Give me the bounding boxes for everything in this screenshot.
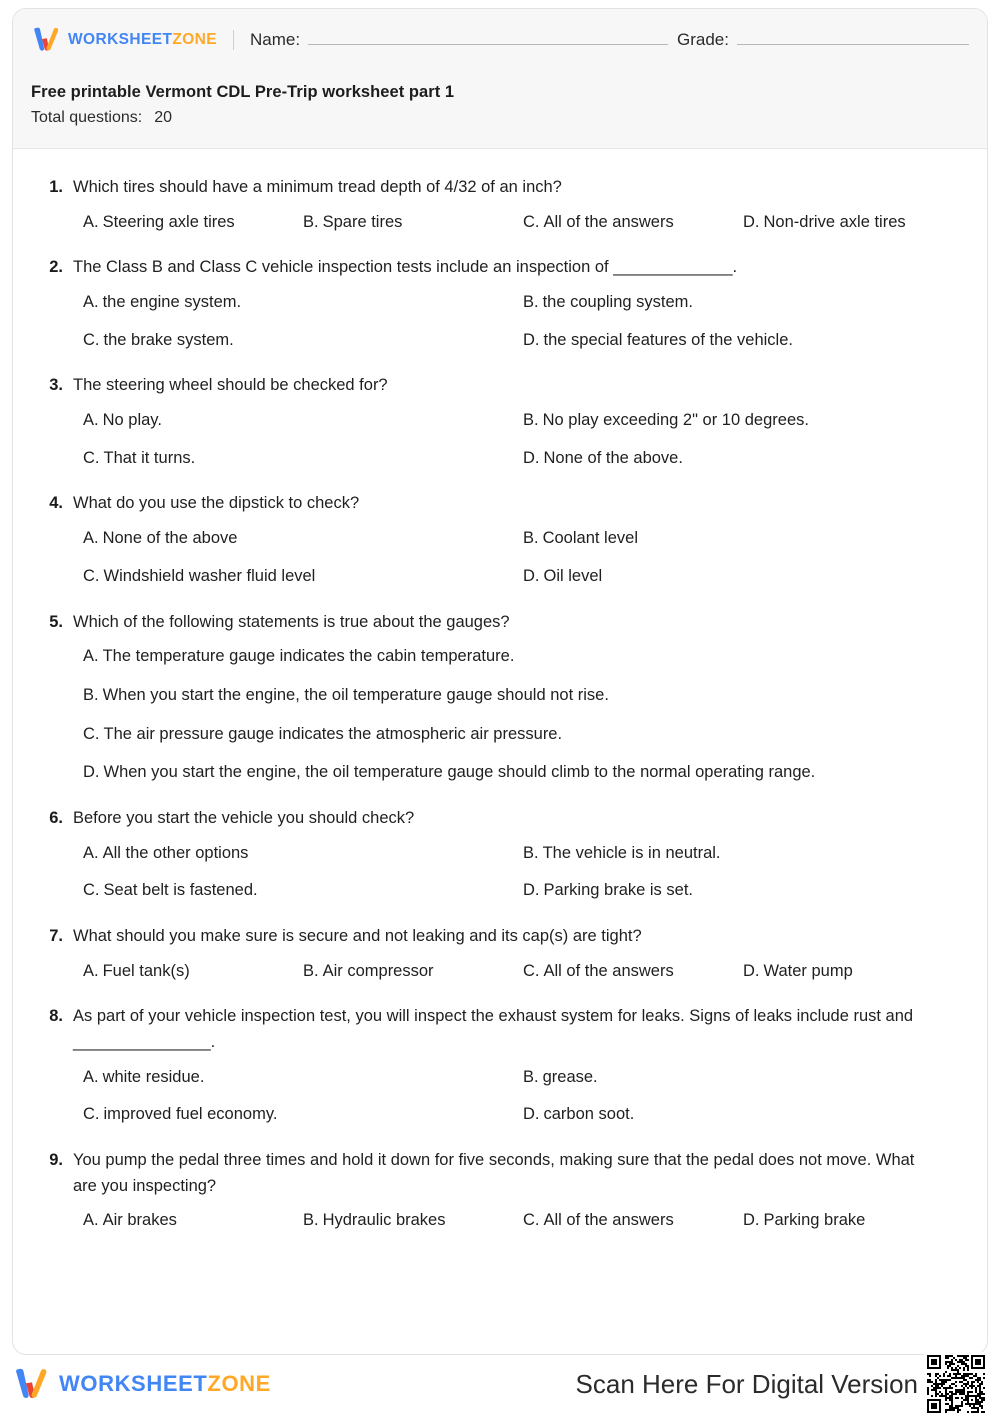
answer-option-key: C.	[83, 881, 100, 900]
question-number: 4.	[49, 494, 63, 513]
answer-option-text: All of the answers	[543, 961, 674, 980]
answer-option[interactable]	[523, 526, 965, 551]
answer-option-text: the special features of the vehicle.	[543, 330, 793, 349]
answer-option-text: the brake system.	[103, 330, 234, 349]
question-line	[35, 610, 965, 636]
answer-options	[35, 526, 965, 589]
answer-option-text: the coupling system.	[542, 292, 694, 311]
answer-option-text: No play.	[102, 410, 162, 429]
answer-option[interactable]	[743, 959, 965, 984]
answer-option-key: B.	[523, 1067, 539, 1086]
answer-option[interactable]	[743, 1208, 965, 1233]
question-item	[35, 491, 965, 588]
answer-option-key: B.	[523, 843, 539, 862]
answer-option-text: No play exceeding 2" or 10 degrees.	[542, 410, 809, 429]
answer-option[interactable]	[83, 564, 523, 589]
answer-option-text: Windshield washer fluid level	[103, 566, 316, 585]
answer-option-text: Spare tires	[322, 212, 403, 231]
answer-option[interactable]	[303, 1208, 523, 1233]
answer-option-text: Parking brake	[763, 1211, 866, 1230]
answer-option-key: C.	[523, 1211, 540, 1230]
question-item	[35, 255, 965, 352]
question-text: What should you make sure is secure and not leaking and its cap(s) are tight?	[73, 927, 642, 946]
answer-option-text: Coolant level	[542, 529, 638, 547]
question-line	[35, 255, 965, 281]
answer-option-text: All of the answers	[543, 1211, 674, 1230]
answer-option[interactable]	[83, 760, 965, 785]
answer-options	[35, 408, 965, 471]
answer-option-text: improved fuel economy.	[103, 1105, 278, 1124]
question-line	[35, 175, 965, 201]
answer-option-key: D.	[523, 881, 540, 900]
answer-option[interactable]	[83, 683, 965, 708]
answer-option-text: The air pressure gauge indicates the atmospheric air pressure.	[103, 724, 563, 743]
brand-logo	[31, 27, 217, 53]
answer-option[interactable]	[83, 644, 965, 669]
answer-option-key: B.	[303, 961, 319, 980]
footer-brand-name-part1: WORKSHEET	[59, 1371, 208, 1396]
answer-option-text: All the other options	[102, 843, 249, 862]
answer-options	[35, 644, 965, 785]
name-field[interactable]	[250, 30, 668, 50]
answer-option-text: Seat belt is fastened.	[103, 881, 258, 900]
answer-option-key: B.	[83, 685, 99, 704]
answer-option-key: D.	[523, 330, 540, 349]
answer-option[interactable]	[523, 328, 965, 353]
answer-option-key: D.	[743, 961, 760, 980]
answer-option-key: D.	[743, 212, 760, 231]
answer-option[interactable]	[523, 564, 965, 589]
answer-option-key: A.	[83, 843, 99, 862]
question-item	[35, 806, 965, 903]
answer-options	[35, 290, 965, 353]
question-line	[35, 1004, 965, 1055]
header-top-row	[31, 23, 969, 57]
answer-option[interactable]	[83, 446, 523, 471]
answer-option-text: None of the above.	[543, 448, 683, 467]
qr-code-icon[interactable]	[924, 1352, 988, 1416]
answer-option-key: B.	[523, 410, 539, 429]
answer-option-text: Parking brake is set.	[543, 881, 693, 900]
answer-option-key: C.	[83, 566, 100, 585]
answer-option[interactable]	[83, 526, 523, 551]
question-item	[35, 175, 965, 234]
answer-option-key: A.	[83, 410, 99, 429]
answer-option[interactable]	[523, 1065, 965, 1090]
question-number: 6.	[49, 809, 63, 828]
answer-option-text: Oil level	[543, 566, 603, 585]
answer-option[interactable]	[83, 210, 303, 235]
answer-option-text: grease.	[542, 1067, 598, 1086]
questions-list	[13, 149, 987, 1264]
question-text: You pump the pedal three times and hold it down for five seconds, making sure that the pedal does not move. What are you inspecting?	[73, 1151, 915, 1195]
answer-option[interactable]	[743, 210, 965, 235]
answer-option-key: C.	[523, 212, 540, 231]
question-text: The steering wheel should be checked for?	[73, 376, 388, 395]
total-questions-count: 20	[154, 109, 172, 126]
question-text: Before you start the vehicle you should check?	[73, 809, 415, 828]
scan-here-text: Scan Here For Digital Version	[575, 1369, 918, 1399]
answer-option[interactable]	[523, 878, 965, 903]
answer-option-key: B.	[523, 292, 539, 311]
total-questions	[31, 109, 969, 127]
answer-option[interactable]	[83, 408, 523, 433]
answer-option-text: The vehicle is in neutral.	[542, 843, 721, 862]
question-number: 7.	[49, 927, 63, 946]
worksheet-zone-logo-icon	[12, 1368, 50, 1401]
answer-option-text: the engine system.	[102, 292, 242, 311]
answer-option-key: D.	[523, 448, 540, 467]
question-line	[35, 491, 965, 517]
worksheet-zone-logo-icon	[31, 27, 61, 53]
answer-option-key: A.	[83, 647, 99, 666]
answer-option[interactable]	[523, 1102, 965, 1127]
answer-option[interactable]	[523, 446, 965, 471]
answer-option-key: C.	[83, 724, 100, 743]
answer-option-key: C.	[83, 448, 100, 467]
answer-option-key: B.	[303, 212, 319, 231]
question-number: 9.	[49, 1151, 63, 1170]
brand-name	[68, 31, 217, 49]
answer-option[interactable]	[523, 959, 743, 984]
question-text: Which tires should have a minimum tread depth of 4/32 of an inch?	[73, 178, 562, 196]
answer-option[interactable]	[83, 1208, 303, 1233]
question-text: As part of your vehicle inspection test, you will inspect the exhaust system for leaks. Signs of leaks include rust and _______________.	[73, 1007, 914, 1051]
answer-option[interactable]	[303, 959, 523, 984]
answer-option-key: A.	[83, 1211, 99, 1230]
answer-option-key: C.	[83, 1105, 100, 1124]
worksheet-header	[13, 9, 987, 149]
answer-option-key: B.	[523, 529, 539, 547]
answer-options	[35, 959, 965, 984]
name-field-rule[interactable]	[308, 31, 668, 45]
answer-option[interactable]	[83, 328, 523, 353]
question-number: 3.	[49, 376, 63, 395]
answer-option[interactable]	[83, 722, 965, 747]
question-text: The Class B and Class C vehicle inspection tests include an inspection of _____________.	[73, 258, 738, 277]
answer-option-key: A.	[83, 1067, 99, 1086]
answer-option-text: Air brakes	[102, 1211, 177, 1230]
footer-brand-logo	[12, 1368, 271, 1401]
answer-option[interactable]	[83, 959, 303, 984]
answer-option-key: A.	[83, 292, 99, 311]
question-item	[35, 1004, 965, 1127]
answer-option-text: When you start the engine, the oil temperature gauge should not rise.	[102, 685, 609, 704]
question-line	[35, 373, 965, 399]
answer-option-text: When you start the engine, the oil temperature gauge should climb to the normal operating range.	[103, 763, 816, 782]
question-number: 2.	[49, 258, 63, 277]
answer-option-key: A.	[83, 961, 99, 980]
answer-option[interactable]	[83, 1065, 523, 1090]
answer-option-text: Water pump	[763, 961, 853, 980]
answer-option[interactable]	[83, 1102, 523, 1127]
answer-option-key: D.	[743, 1211, 760, 1230]
footer-brand-name-part2: ZONE	[207, 1371, 271, 1396]
answer-option-key: C.	[83, 330, 100, 349]
answer-option-key: D.	[83, 763, 100, 782]
question-item	[35, 1148, 965, 1233]
answer-option[interactable]	[83, 841, 523, 866]
question-line	[35, 806, 965, 832]
page-footer	[12, 1360, 988, 1408]
footer-scan-block	[576, 1352, 988, 1416]
answer-option-text: Air compressor	[322, 961, 434, 980]
footer-brand-name	[59, 1371, 271, 1397]
answer-option-key: A.	[83, 212, 99, 231]
answer-option-text: All of the answers	[543, 212, 674, 231]
grade-field-rule[interactable]	[737, 31, 969, 45]
answer-option[interactable]	[523, 841, 965, 866]
question-text: What do you use the dipstick to check?	[73, 494, 360, 513]
answer-option-key: A.	[83, 529, 99, 547]
answer-option-text: None of the above	[102, 529, 238, 547]
answer-option-key: D.	[523, 1105, 540, 1124]
answer-option-key: B.	[303, 1211, 319, 1230]
answer-options	[35, 841, 965, 904]
answer-option-text: Hydraulic brakes	[322, 1211, 446, 1230]
answer-option-key: D.	[523, 566, 540, 585]
answer-option-key: C.	[523, 961, 540, 980]
answer-option[interactable]	[523, 1208, 743, 1233]
brand-name-part2: ZONE	[172, 31, 218, 48]
question-number: 5.	[49, 612, 63, 631]
answer-option[interactable]	[303, 210, 523, 235]
answer-option-text: That it turns.	[103, 448, 196, 467]
answer-option[interactable]	[83, 290, 523, 315]
question-line	[35, 924, 965, 950]
answer-option-text: carbon soot.	[543, 1105, 635, 1124]
answer-option-text: Fuel tank(s)	[102, 961, 190, 980]
answer-option-text: The temperature gauge indicates the cabin temperature.	[102, 647, 515, 666]
grade-field-label: Grade:	[677, 30, 729, 49]
answer-options	[35, 1065, 965, 1128]
header-divider	[233, 30, 234, 50]
question-item	[35, 373, 965, 470]
answer-option[interactable]	[523, 408, 965, 433]
answer-option[interactable]	[523, 210, 743, 235]
question-item	[35, 610, 965, 786]
brand-name-part1: WORKSHEET	[68, 31, 173, 48]
answer-option-text: Non-drive axle tires	[763, 212, 906, 231]
question-item	[35, 924, 965, 983]
worksheet-card	[12, 8, 988, 1355]
name-field-label: Name:	[250, 30, 301, 49]
answer-option-text: white residue.	[102, 1067, 205, 1086]
worksheet-title: Free printable Vermont CDL Pre-Trip worksheet part 1	[31, 83, 455, 101]
answer-options	[35, 210, 965, 235]
answer-option[interactable]	[523, 290, 965, 315]
answer-option-text: Steering axle tires	[102, 212, 235, 231]
question-number: 8.	[49, 1007, 63, 1026]
question-number: 1.	[49, 178, 63, 196]
answer-option[interactable]	[83, 878, 523, 903]
answer-options	[35, 1208, 965, 1233]
question-line	[35, 1148, 965, 1199]
question-text: Which of the following statements is true about the gauges?	[73, 612, 510, 631]
total-questions-label: Total questions:	[31, 109, 143, 126]
grade-field[interactable]	[677, 30, 969, 50]
